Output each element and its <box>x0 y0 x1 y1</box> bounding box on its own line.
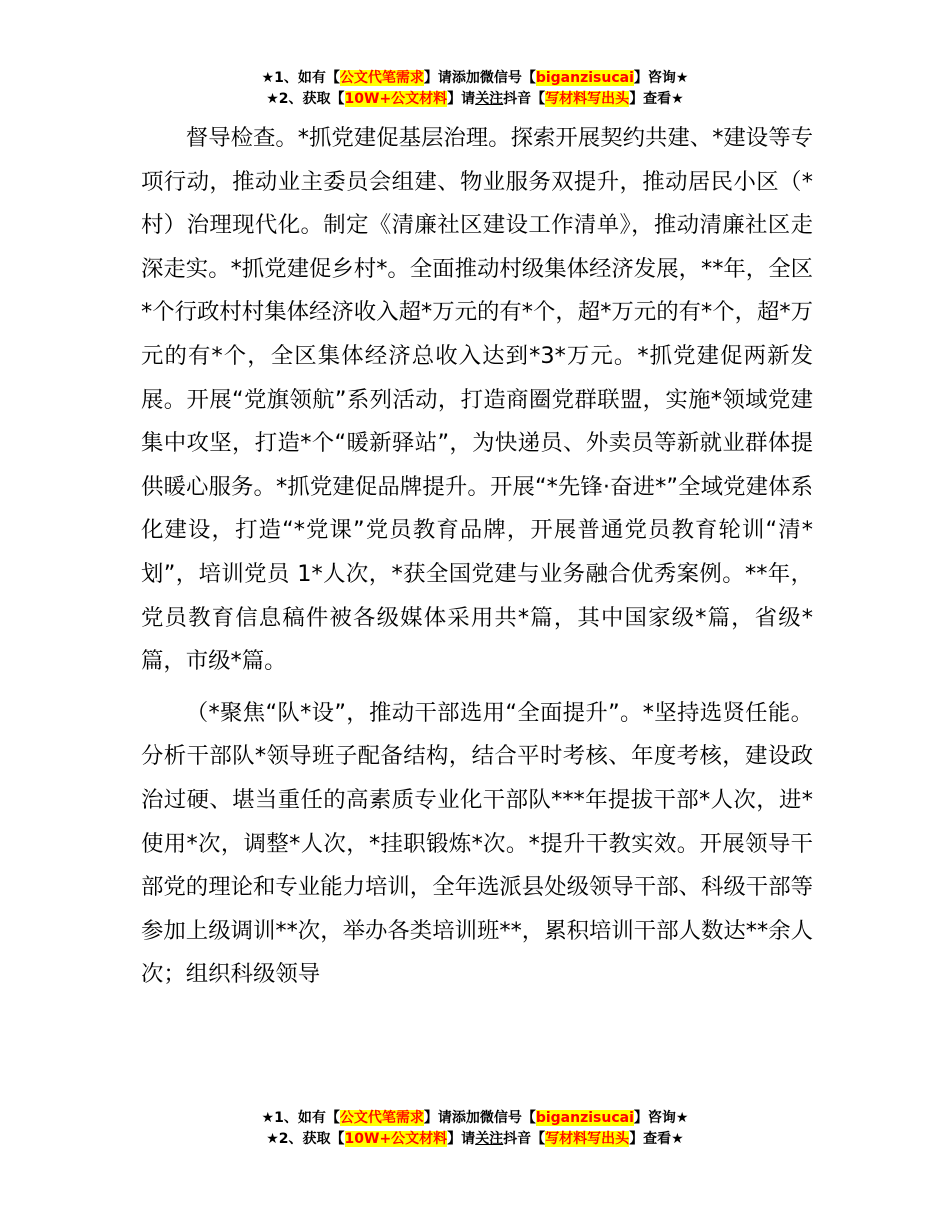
footer-highlight-materials: 10W+公文材料 <box>344 1131 448 1147</box>
footer-line-1-suffix: 】咨询★ <box>633 1110 689 1126</box>
banner-line-2-mid-b: 抖音【 <box>503 91 546 107</box>
footer-line-1-mid: 】请添加微信号【 <box>423 1110 536 1126</box>
banner-line-1-suffix: 】咨询★ <box>633 70 689 86</box>
banner-follow-underlined: 关注 <box>475 91 504 107</box>
banner-line-1-mid: 】请添加微信号【 <box>423 70 536 86</box>
banner-highlight-service: 公文代笔需求 <box>339 70 424 86</box>
banner-line-2-suffix: 】查看★ <box>629 91 684 107</box>
banner-highlight-wechat-id: biganzisucai <box>535 70 634 86</box>
footer-highlight-douyin: 写材料写出头 <box>545 1131 630 1147</box>
footer-line-2-suffix: 】查看★ <box>629 1131 684 1147</box>
banner-line-1-prefix: ★1、如有【 <box>261 70 340 86</box>
header-banner <box>0 68 950 110</box>
banner-highlight-materials: 10W+公文材料 <box>344 91 448 107</box>
footer-follow-underlined: 关注 <box>475 1131 504 1147</box>
banner-line-2 <box>0 89 950 110</box>
banner-line-1 <box>0 68 950 89</box>
banner-highlight-douyin: 写材料写出头 <box>545 91 630 107</box>
body-paragraph-2: （*聚焦“队*设”，推动干部选用“全面提升”。*坚持选贤任能。分析干部队*领导班子配备结构，结合平时考核、年度考核，建设政治过硬、堪当重任的高素质专业化干部队***年提拔干部*人次，进*使用*次，调整*人次，*挂职锻炼*次。*提升干教实效。开展领导干部党的理论和专业能力培训，全年选派县处级领导干部、科级干部等参加上级调训**次，举办各类培训班**，累积培训干部人数达**余人次；组织科级领导 <box>141 699 813 988</box>
footer-banner-line-1 <box>0 1108 950 1129</box>
footer-line-2-mid-b: 抖音【 <box>503 1131 546 1147</box>
banner-line-2-mid-a: 】请 <box>447 91 476 107</box>
body-paragraph-1: 督导检查。*抓党建促基层治理。探索开展契约共建、*建设等专项行动，推动业主委员会组建、物业服务双提升，推动居民小区（*村）治理现代化。制定《清廉社区建设工作清单》，推动清廉社区走深走实。*抓党建促乡村*。全面推动村级集体经济发展，**年，全区*个行政村村集体经济收入超*万元的有*个，超*万元的有*个，超*万元的有*个，全区集体经济总收入达到*3*万元。*抓党建促两新发展。开展“党旗领航”系列活动，打造商圈党群联盟，实施*领域党建集中攻坚，打造*个“暖新驿站”，为快递员、外卖员等新就业群体提供暖心服务。*抓党建促品牌提升。开展“*先锋·奋进*”全域党建体系化建设，打造“*党课”党员教育品牌，开展普通党员教育轮训“清*划”，培训党员 1*人次，*获全国党建与业务融合优秀案例。**年，党员教育信息稿件被各级媒体采用共*篇，其中国家级*篇，省级*篇，市级*篇。 <box>141 125 813 675</box>
footer-highlight-service: 公文代笔需求 <box>339 1110 424 1126</box>
footer-highlight-wechat-id: biganzisucai <box>535 1110 634 1126</box>
footer-line-2-prefix: ★2、获取【 <box>266 1131 345 1147</box>
footer-banner <box>0 1108 950 1150</box>
document-body <box>141 117 813 997</box>
footer-line-1-prefix: ★1、如有【 <box>261 1110 340 1126</box>
footer-line-2-mid-a: 】请 <box>447 1131 476 1147</box>
banner-line-2-prefix: ★2、获取【 <box>266 91 345 107</box>
footer-banner-line-2 <box>0 1129 950 1150</box>
